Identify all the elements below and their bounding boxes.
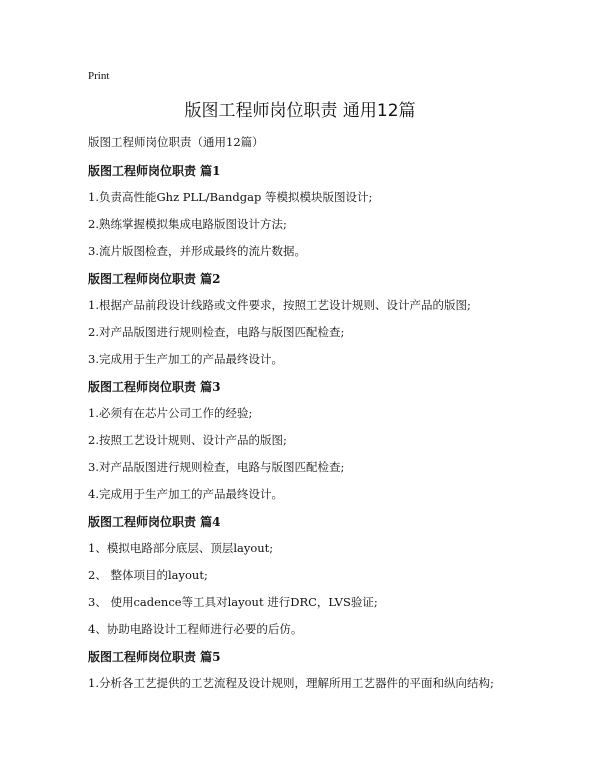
section-heading-1: 版图工程师岗位职责 篇1 — [88, 164, 221, 178]
document-title: 版图工程师岗位职责 通用12篇 — [184, 101, 416, 121]
section-1-line-2: 2.熟练掌握模拟集成电路版图设计方法; — [88, 217, 287, 231]
section-3-line-2: 2.按照工艺设计规则、设计产品的版图; — [88, 433, 287, 447]
intro-line: 版图工程师岗位职责（通用12篇） — [88, 135, 264, 149]
section-5-line-1: 1.分析各工艺提供的工艺流程及设计规则，理解所用工艺器件的平面和纵向结构; — [88, 676, 494, 690]
section-heading-5: 版图工程师岗位职责 篇5 — [88, 650, 221, 664]
section-heading-2: 版图工程师岗位职责 篇2 — [88, 272, 221, 286]
section-heading-3: 版图工程师岗位职责 篇3 — [88, 380, 221, 394]
section-2-line-2: 2.对产品版图进行规则检查，电路与版图匹配检查; — [88, 325, 345, 339]
section-2-line-1: 1.根据产品前段设计线路或文件要求，按照工艺设计规则、设计产品的版图; — [88, 298, 471, 312]
section-3-line-4: 4.完成用于生产加工的产品最终设计。 — [88, 487, 283, 501]
section-2-line-3: 3.完成用于生产加工的产品最终设计。 — [88, 352, 283, 366]
print-label: Print — [88, 70, 110, 82]
section-4-line-1: 1、模拟电路部分底层、顶层layout; — [88, 541, 274, 555]
section-4-line-4: 4、协助电路设计工程师进行必要的后仿。 — [88, 622, 303, 636]
section-heading-4: 版图工程师岗位职责 篇4 — [88, 515, 221, 529]
section-1-line-3: 3.流片版图检查，并形成最终的流片数据。 — [88, 244, 306, 258]
section-3-line-1: 1.必须有在芯片公司工作的经验; — [88, 406, 253, 420]
section-1-line-1: 1.负责高性能Ghz PLL/Bandgap 等模拟模块版图设计; — [88, 190, 373, 204]
section-4-line-2: 2、 整体项目的layout; — [88, 568, 208, 582]
section-3-line-3: 3.对产品版图进行规则检查，电路与版图匹配检查; — [88, 460, 345, 474]
section-4-line-3: 3、 使用cadence等工具对layout 进行DRC，LVS验证; — [88, 595, 378, 609]
